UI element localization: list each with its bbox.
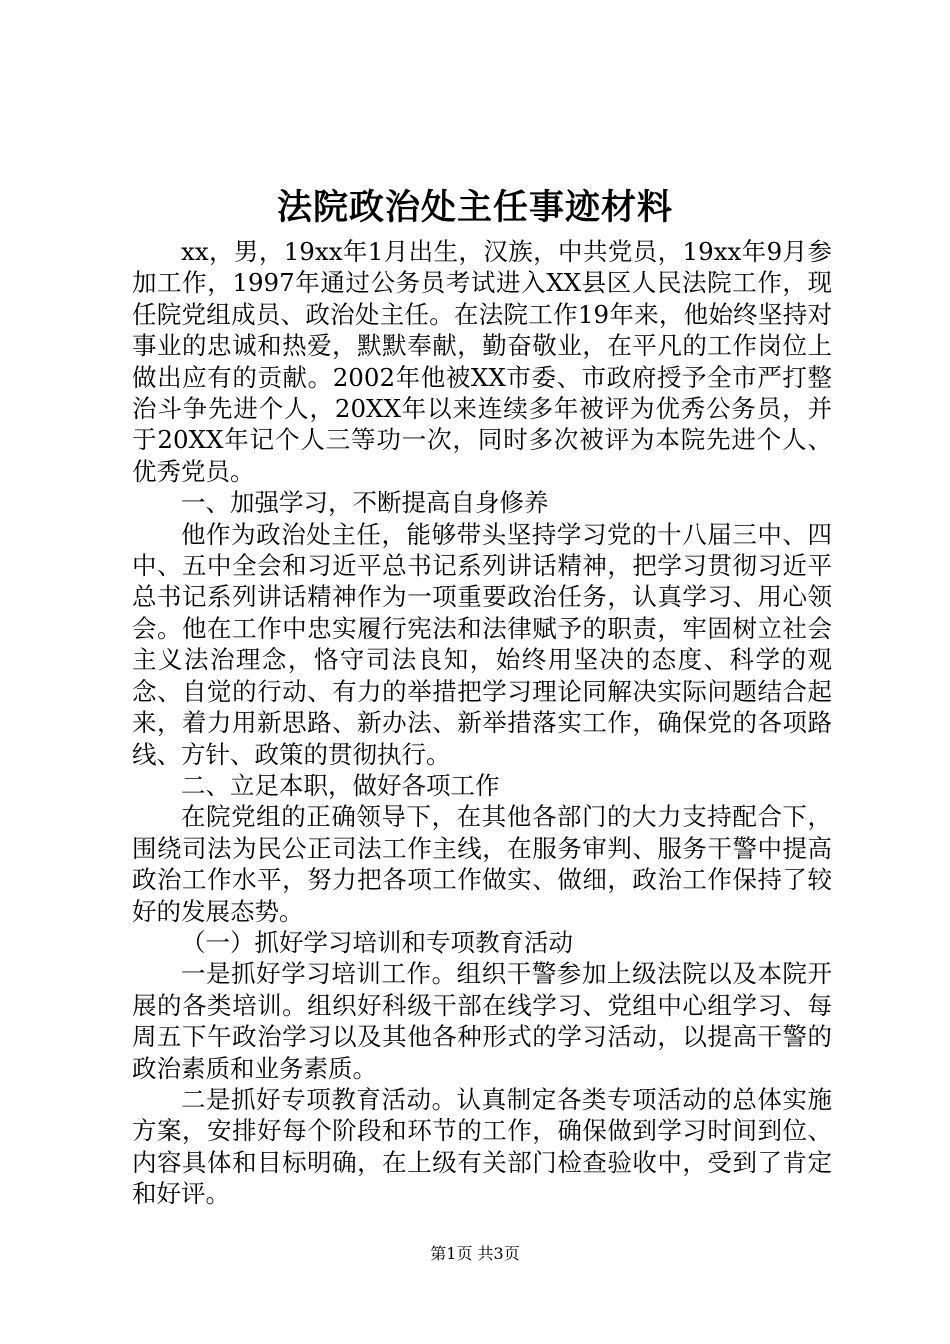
section-heading-duties: 二、立足本职，做好各项工作 bbox=[181, 770, 500, 800]
paragraph-training: 一是抓好学习培训工作。组织干警参加上级法院以及本院开展的各类培训。组织好科级干部在线学习、党组中心组学习、每周五下午政治学习以及其他各种形式的学习活动，以提高干警的政治素质和业务素质。 bbox=[132, 959, 832, 1083]
paragraph-study: 他作为政治处主任，能够带头坚持学习党的十八届三中、四中、五中全会和习近平总书记系列讲话精神，把学习贯彻习近平总书记系列讲话精神作为一项重要政治任务，认真学习、用心领会。他在工作中忠实履行宪法和法律赋予的职责，牢固树立社会主义法治理念，恪守司法良知，始终用坚决的态度、科学的观念、自觉的行动、有力的举措把学习理论同解决实际问题结合起来，着力用新思路、新办法、新举措落实工作，确保党的各项路线、方针、政策的贯彻执行。 bbox=[132, 519, 832, 769]
paragraph-intro: xx，男，19xx年1月出生，汉族，中共党员，19xx年9月参加工作，1997年通过公务员考试进入XX县区人民法院工作，现任院党组成员、政治处主任。在法院工作19年来，他始终坚持对事业的忠诚和热爱，默默奉献，勤奋敬业，在平凡的工作岗位上做出应有的贡献。2002年他被XX市委、市政府授予全市严打整治斗争先进个人，20XX年以来连续多年被评为优秀公务员，并于20XX年记个人三等功一次，同时多次被评为本院先进个人、优秀党员。 bbox=[132, 237, 832, 486]
subsection-heading-training: （一）抓好学习培训和专项教育活动 bbox=[181, 927, 573, 957]
document-body bbox=[132, 236, 832, 1210]
paragraph-education: 二是抓好专项教育活动。认真制定各类专项活动的总体实施方案，安排好每个阶段和环节的工作，确保做到学习时间到位、内容具体和目标明确，在上级有关部门检查验收中，受到了肯定和好评。 bbox=[132, 1084, 832, 1209]
document-title: 法院政治处主任事迹材料 bbox=[276, 187, 673, 228]
paragraph-duties: 在院党组的正确领导下，在其他各部门的大力支持配合下，围绕司法为民公正司法工作主线，在服务审判、服务干警中提高政治工作水平，努力把各项工作做实、做细，政治工作保持了较好的发展态势。 bbox=[132, 802, 832, 926]
page-number-footer: 第1页 共3页 bbox=[430, 1244, 520, 1263]
section-heading-study: 一、加强学习，不断提高自身修养 bbox=[181, 488, 549, 518]
